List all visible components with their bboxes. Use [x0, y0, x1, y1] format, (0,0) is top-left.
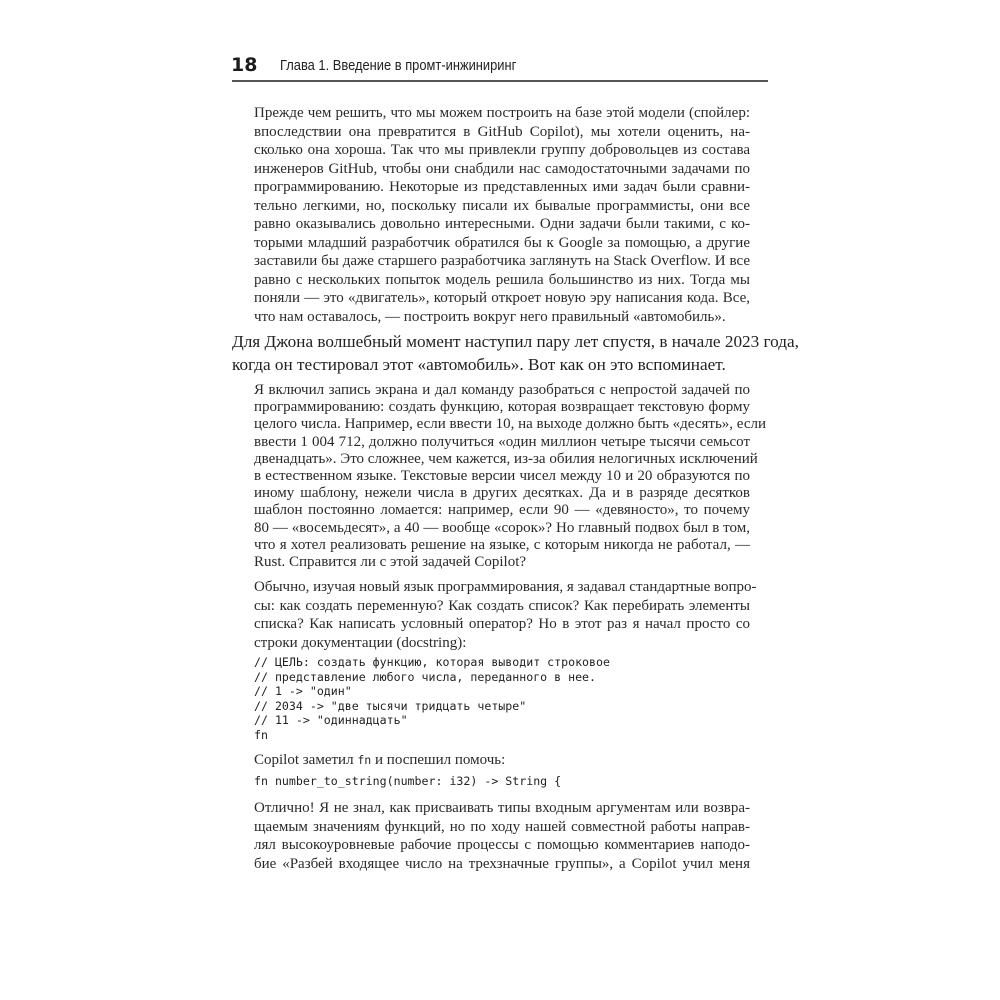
text-line: заставили бы даже старшего разработчика заглянуть на Stack Overflow. И все: [254, 253, 750, 269]
text-line: бие «Разбей входящее число на трехзначные группы», а Copilot учил меня: [254, 855, 750, 872]
paragraph-john: [232, 331, 799, 376]
text-line: равно с нескольких попыток модель решила большинство из них. Тогда мы: [254, 271, 750, 288]
quote-paragraph-2: [254, 578, 757, 652]
text-line: целого числа. Например, если ввести 10, на выходе должно быть «десять», если: [254, 416, 766, 433]
text-line: Прежде чем решить, что мы можем построить на базе этой модели (спойлер:: [254, 105, 750, 121]
text-line: двенадцать». Это сложнее, чем кажется, из-за обилия нелогичных исключений: [254, 450, 758, 467]
text-line: программированию. Некоторые из представленных ими задач были сравни-: [254, 179, 750, 195]
text-line: поняли — это «двигатель», который откроет новую эру написания кода. Все,: [254, 290, 750, 306]
header-rule: [232, 80, 768, 82]
code-line: fn number_to_string(number: i32) -> String {: [254, 774, 562, 788]
code-line: // 1 -> "один": [254, 684, 352, 699]
text-line: списка? Как написать условный оператор? Но в этот раз я начал просто со: [254, 616, 750, 632]
code-line: // 2034 -> "две тысячи тридцать четыре": [254, 698, 527, 713]
code-line: fn: [254, 727, 268, 742]
text: и поспешил помочь:: [371, 752, 506, 768]
quote-paragraph-3: [254, 799, 750, 873]
text-line: Я включил запись экрана и дал команду разобраться с непростой задачей по: [254, 382, 750, 398]
text-line: что я хотел реализовать решение на языке, с которым никогда не работал, —: [254, 536, 750, 553]
text-line: программированию: создать функцию, которая возвращает текстовую форму: [254, 399, 750, 416]
paragraph-intro: [254, 104, 750, 326]
text-line: Отлично! Я не знал, как присваивать типы входным аргументам или возвра-: [254, 800, 750, 816]
code-block-signature: [254, 774, 561, 789]
code-block-docstring: [254, 655, 610, 743]
text-line: шаблон постоянно ломается: например, если 90 — «девяносто», то почему: [254, 502, 750, 519]
text-line: ввести 1 004 712, должно получиться «один миллион четыре тысячи семьсот: [254, 433, 750, 450]
text-line: лял высокоуровневые рабочие процессы с помощью комментариев наподо-: [254, 837, 750, 853]
text-line: иному шаблону, нежели числа в других десятках. Да и в разряде десятков: [254, 485, 750, 502]
text-line: равно оказывались довольно интересными. Одни задачи были такими, с ко-: [254, 216, 750, 232]
code-line: // 11 -> "одиннадцать": [254, 713, 408, 728]
text-line: Для Джона волшебный момент наступил пару лет спустя, в начале 2023 года,: [232, 332, 799, 351]
inline-code: fn: [357, 753, 372, 767]
text-line: впоследствии она превратится в GitHub Copilot), мы хотели оценить, на-: [254, 123, 750, 140]
text-line: что нам оставалось, — построить вокруг него правильный «автомобиль».: [254, 308, 726, 325]
text-line: Rust. Справится ли с этой задачей Copilot?: [254, 553, 527, 570]
text-line: щаемым значениям функций, но по ходу нашей совместной работы направ-: [254, 818, 750, 835]
code-line: // представление любого числа, переданного в нее.: [254, 669, 597, 684]
text-line: когда он тестировал этот «автомобиль». Вот как он это вспоминает.: [232, 354, 726, 374]
text-line: сколько она хороша. Так что мы привлекли группу добровольцев из состава: [254, 142, 750, 158]
text-line: в естественном языке. Текстовые версии чисел между 10 и 20 образуются по: [254, 467, 750, 484]
text-line: 80 — «восемьдесят», а 40 — вообще «сорок»? Но главный подвох был в том,: [254, 519, 750, 536]
text-line: строки документации (docstring):: [254, 634, 467, 651]
code-line: // ЦЕЛЬ: создать функцию, которая выводит строковое: [254, 655, 610, 669]
chapter-title: Глава 1. Введение в промт-инжиниринг: [280, 57, 517, 74]
text-line: инженеров GitHub, чтобы они снабдили нас самодостаточными задачами по: [254, 160, 750, 177]
text: Copilot заметил: [254, 752, 358, 768]
text-line: сы: как создать переменную? Как создать список? Как перебирать элементы: [254, 597, 750, 614]
text-line: Обычно, изучая новый язык программирования, я задавал стандартные вопро-: [254, 579, 757, 595]
quote-paragraph-1: [254, 382, 766, 571]
page-number: 18: [231, 54, 258, 76]
copilot-noticed-line: [254, 751, 750, 770]
text-line: тельно легкими, но, поскольку писали их бывалые программисты, они все: [254, 197, 750, 214]
text-line: торыми младший разработчик обратился бы к Google за помощью, а другие: [254, 234, 750, 251]
